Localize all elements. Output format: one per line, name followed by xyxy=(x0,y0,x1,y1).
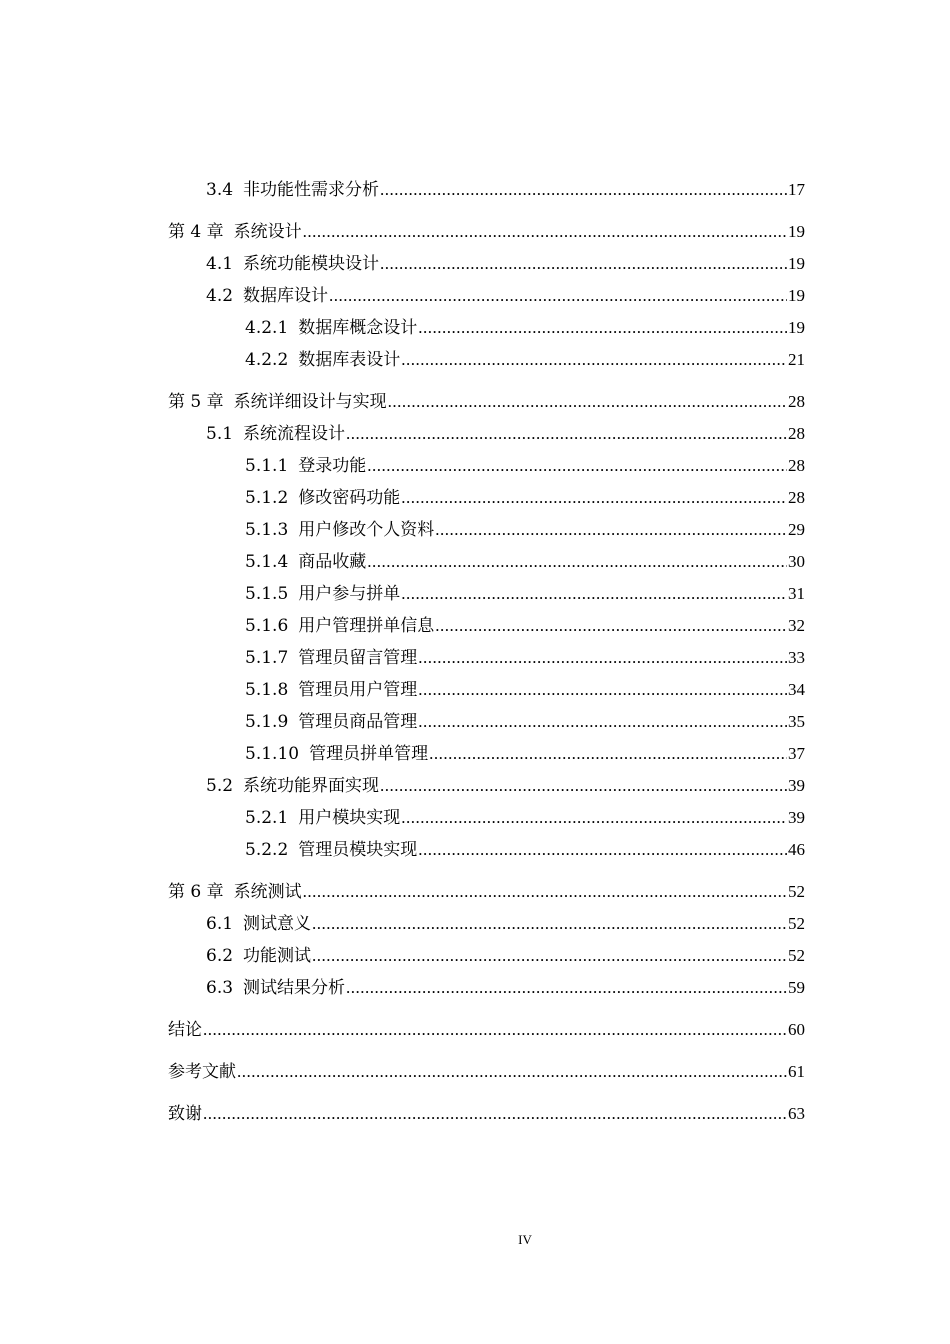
toc-entry-page: 46 xyxy=(788,840,805,859)
toc-entry-page: 37 xyxy=(788,744,805,763)
toc-entry-title: 致谢 xyxy=(168,1104,202,1124)
toc-entry-number: 第 4 章 xyxy=(168,222,224,242)
toc-entry-title: 用户参与拼单 xyxy=(298,584,401,604)
dot-leader xyxy=(303,216,787,248)
dot-leader xyxy=(418,674,787,706)
toc-entry[interactable] xyxy=(168,418,805,450)
toc-entry[interactable] xyxy=(168,514,805,546)
dot-leader xyxy=(346,972,787,1004)
toc-entry-page: 39 xyxy=(788,808,805,827)
toc-entry-page: 31 xyxy=(788,584,805,603)
toc-entry[interactable] xyxy=(168,802,805,834)
dot-leader xyxy=(401,482,787,514)
dot-leader xyxy=(367,546,787,578)
dot-leader xyxy=(329,280,787,312)
toc-entry[interactable] xyxy=(168,578,805,610)
toc-entry-page: 28 xyxy=(788,456,805,475)
toc-entry-title: 系统设计 xyxy=(233,222,302,242)
toc-entry-title: 非功能性需求分析 xyxy=(243,180,380,200)
toc-entry[interactable] xyxy=(168,940,805,972)
toc-entry[interactable] xyxy=(168,344,805,376)
toc-entry-title: 系统功能界面实现 xyxy=(243,776,380,796)
toc-entry-page: 19 xyxy=(788,254,805,273)
toc-entry-number: 6.2 xyxy=(206,946,234,966)
toc-entry-title: 系统详细设计与实现 xyxy=(233,392,387,412)
toc-entry-title: 结论 xyxy=(168,1020,202,1040)
dot-leader xyxy=(303,876,787,908)
toc-entry-page: 19 xyxy=(788,318,805,337)
toc-entry-title: 管理员拼单管理 xyxy=(309,744,429,764)
toc-entry-number: 4.2.1 xyxy=(245,318,289,338)
toc-entry[interactable] xyxy=(168,972,805,1004)
toc-entry-title: 参考文献 xyxy=(168,1062,236,1082)
toc-entry-page: 39 xyxy=(788,776,805,795)
dot-leader xyxy=(401,802,787,834)
toc-entry-title: 测试意义 xyxy=(243,914,312,934)
toc-entry-page: 61 xyxy=(788,1062,805,1081)
dot-leader xyxy=(388,386,787,418)
toc-entry-number: 5.1.9 xyxy=(245,712,289,732)
toc-entry[interactable] xyxy=(168,1056,805,1088)
toc-entry-number: 5.2.2 xyxy=(245,840,289,860)
toc-entry[interactable] xyxy=(168,248,805,280)
toc-entry-title: 登录功能 xyxy=(298,456,367,476)
toc-entry[interactable] xyxy=(168,642,805,674)
toc-entry-number: 5.1.1 xyxy=(245,456,289,476)
toc-entry-page: 34 xyxy=(788,680,805,699)
toc-entry-page: 30 xyxy=(788,552,805,571)
toc-entry-page: 35 xyxy=(788,712,805,731)
dot-leader xyxy=(367,450,787,482)
dot-leader xyxy=(435,514,787,546)
toc-entry-title: 修改密码功能 xyxy=(298,488,401,508)
dot-leader xyxy=(380,248,787,280)
toc-entry-number: 4.1 xyxy=(206,254,234,274)
toc-entry-number: 6.1 xyxy=(206,914,234,934)
toc-entry-number: 4.2 xyxy=(206,286,234,306)
toc-entry-title: 数据库设计 xyxy=(243,286,329,306)
toc-entry-page: 28 xyxy=(788,424,805,443)
toc-entry[interactable] xyxy=(168,1098,805,1130)
dot-leader xyxy=(203,1098,787,1130)
toc-entry[interactable] xyxy=(168,876,805,908)
dot-leader xyxy=(418,706,787,738)
toc-entry-title: 商品收藏 xyxy=(298,552,367,572)
toc-entry-page: 59 xyxy=(788,978,805,997)
toc-entry-page: 52 xyxy=(788,882,805,901)
toc-entry-number: 4.2.2 xyxy=(245,350,289,370)
toc-entry-title: 数据库表设计 xyxy=(298,350,401,370)
dot-leader xyxy=(418,642,787,674)
toc-entry-number: 5.1.6 xyxy=(245,616,289,636)
dot-leader xyxy=(435,610,787,642)
toc-entry[interactable] xyxy=(168,482,805,514)
toc-entry-title: 管理员商品管理 xyxy=(298,712,418,732)
toc-entry-title: 管理员模块实现 xyxy=(298,840,418,860)
toc-entry[interactable] xyxy=(168,610,805,642)
toc-entry-page: 29 xyxy=(788,520,805,539)
toc-entry[interactable] xyxy=(168,834,805,866)
toc-entry-title: 测试结果分析 xyxy=(243,978,346,998)
dot-leader xyxy=(418,312,787,344)
toc-entry[interactable] xyxy=(168,216,805,248)
toc-entry-title: 系统流程设计 xyxy=(243,424,346,444)
dot-leader xyxy=(237,1056,787,1088)
toc-entry-page: 33 xyxy=(788,648,805,667)
toc-entry[interactable] xyxy=(168,546,805,578)
toc-entry[interactable] xyxy=(168,312,805,344)
toc-entry-number: 5.1.10 xyxy=(245,744,300,764)
toc-entry-number: 5.1.3 xyxy=(245,520,289,540)
toc-entry[interactable] xyxy=(168,386,805,418)
toc-entry-page: 19 xyxy=(788,286,805,305)
dot-leader xyxy=(346,418,787,450)
toc-entry[interactable] xyxy=(168,738,805,770)
page-number-footer: IV xyxy=(518,1232,532,1247)
dot-leader xyxy=(203,1014,787,1046)
toc-entry-title: 用户模块实现 xyxy=(298,808,401,828)
toc-entry-number: 5.1.4 xyxy=(245,552,289,572)
toc-entry-page: 32 xyxy=(788,616,805,635)
toc-entry[interactable] xyxy=(168,674,805,706)
toc-entry-number: 5.1.8 xyxy=(245,680,289,700)
dot-leader xyxy=(312,908,787,940)
toc-entry-title: 系统功能模块设计 xyxy=(243,254,380,274)
toc-entry-page: 28 xyxy=(788,392,805,411)
toc-entry-title: 功能测试 xyxy=(243,946,312,966)
dot-leader xyxy=(429,738,787,770)
toc-entry-number: 6.3 xyxy=(206,978,234,998)
toc-entry-page: 28 xyxy=(788,488,805,507)
dot-leader xyxy=(380,174,787,206)
toc-entry[interactable] xyxy=(168,174,805,206)
dot-leader xyxy=(380,770,787,802)
toc-entry-title: 数据库概念设计 xyxy=(298,318,418,338)
toc-entry-number: 5.2 xyxy=(206,776,234,796)
toc-entry[interactable] xyxy=(168,908,805,940)
toc-entry-number: 5.1.7 xyxy=(245,648,289,668)
toc-entry-title: 管理员留言管理 xyxy=(298,648,418,668)
toc-entry-number: 5.1 xyxy=(206,424,234,444)
table-of-contents xyxy=(168,174,805,1130)
dot-leader xyxy=(401,578,787,610)
toc-entry[interactable] xyxy=(168,450,805,482)
toc-entry-page: 63 xyxy=(788,1104,805,1123)
toc-entry-number: 5.1.2 xyxy=(245,488,289,508)
toc-entry[interactable] xyxy=(168,280,805,312)
toc-entry-page: 21 xyxy=(788,350,805,369)
toc-entry-page: 52 xyxy=(788,946,805,965)
toc-entry[interactable] xyxy=(168,770,805,802)
toc-entry-page: 17 xyxy=(788,180,805,199)
toc-entry-number: 第 5 章 xyxy=(168,392,224,412)
toc-entry-title: 系统测试 xyxy=(233,882,302,902)
dot-leader xyxy=(312,940,787,972)
toc-entry[interactable] xyxy=(168,706,805,738)
toc-entry-title: 用户管理拼单信息 xyxy=(298,616,435,636)
toc-entry[interactable] xyxy=(168,1014,805,1046)
toc-entry-number: 5.2.1 xyxy=(245,808,289,828)
toc-entry-title: 用户修改个人资料 xyxy=(298,520,435,540)
toc-entry-title: 管理员用户管理 xyxy=(298,680,418,700)
dot-leader xyxy=(401,344,787,376)
toc-entry-page: 52 xyxy=(788,914,805,933)
toc-entry-page: 60 xyxy=(788,1020,805,1039)
toc-entry-number: 第 6 章 xyxy=(168,882,224,902)
toc-entry-page: 19 xyxy=(788,222,805,241)
dot-leader xyxy=(418,834,787,866)
toc-entry-number: 5.1.5 xyxy=(245,584,289,604)
toc-entry-number: 3.4 xyxy=(206,180,234,200)
